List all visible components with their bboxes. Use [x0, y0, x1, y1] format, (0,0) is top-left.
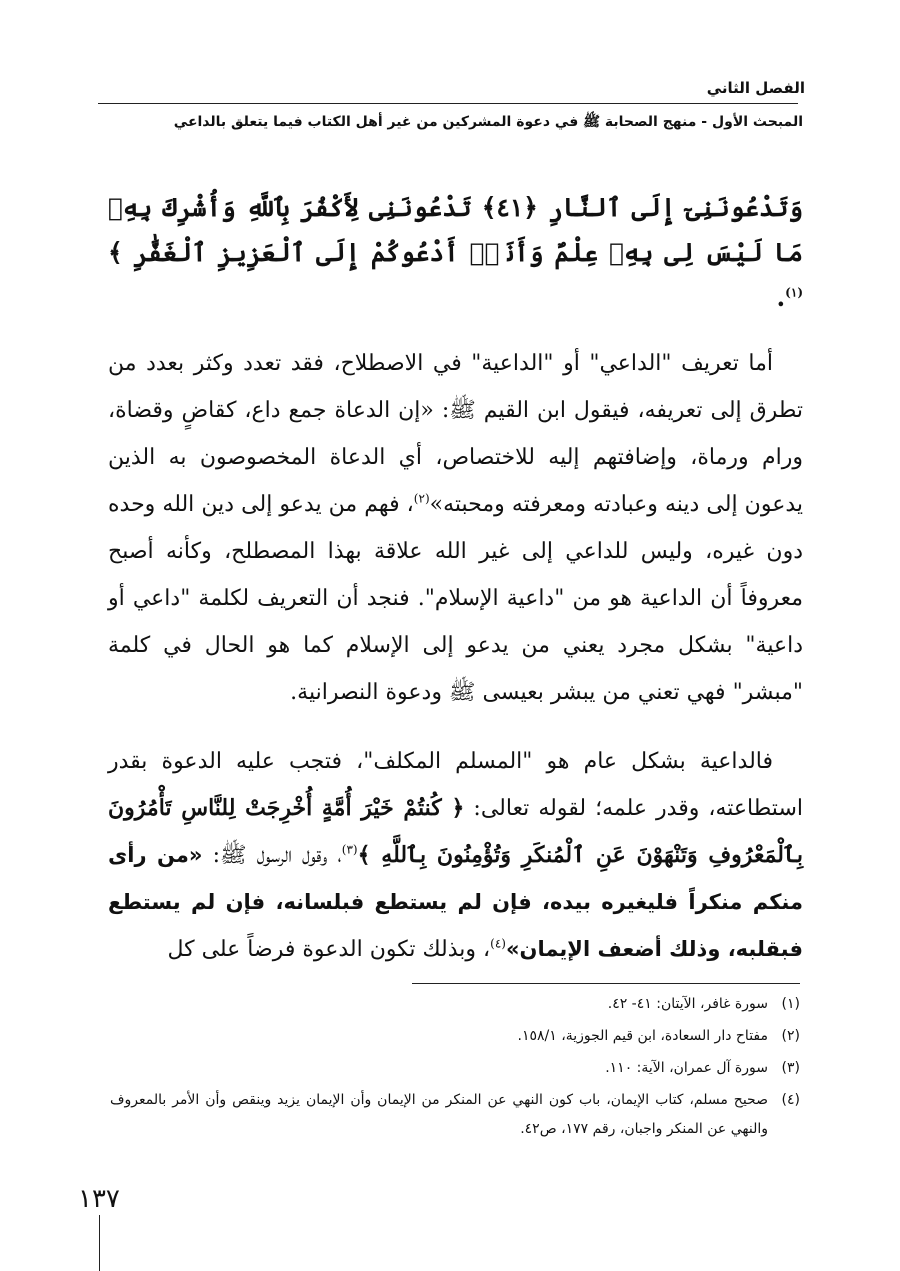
paragraph-definition-rest: ، فهم من يدعو إلى دين الله وحده دون غيره، وليس للداعي إلى غير الله علاقة بهذا المصطلح، وكأنه أصبح معروفاً أن الداعية هو من "داعية الإسلام". فنجد أن التعريف لكلمة "داعي أو داعية" بشكل مجرد يعني من يدعو إلى الإسلام كما هو الحال في كلمة "مبشر" فهي تعني من يبشر بعيسى ﷺ ودعوة النصرانية.: [108, 492, 803, 705]
footnote-number: (١): [781, 996, 800, 1012]
footnote-number: (٢): [781, 1028, 800, 1044]
footnote: [110, 1054, 800, 1083]
footnote-ref-2: (٢): [413, 491, 430, 506]
paragraph-obligation-mid: ، وقول الرسول ﷺ:: [202, 843, 342, 868]
footnote: [110, 1022, 800, 1051]
page-number: ١٣٧: [78, 1184, 120, 1214]
paragraph-obligation: [108, 738, 803, 973]
footnote-text: سورة غافر، الآيتان: ٤١- ٤٢.: [607, 996, 768, 1012]
quran-verse: وَتَدْعُونَنِىٓ إِلَى ٱلنَّارِ ﴿٤١﴾ تَدْعُونَنِى لِأَكْفُرَ بِٱللَّهِ وَأُشْرِكَ بِهِۦ مَا لَيْسَ لِى بِهِۦ عِلْمٌ وَأَنَا۠ أَدْعُوكُمْ إِلَى ٱلْعَزِيزِ ٱلْغَفَّٰرِ ﴾$^{(١)}$.: [108, 193, 803, 312]
section-title: المبحث الأول - منهج الصحابة ﷺ في دعوة المشركين من غير أهل الكتاب فيما يتعلق بالداعي: [173, 114, 803, 130]
footnotes: [110, 990, 800, 1144]
footnote-ref-3: (٣): [341, 842, 358, 857]
footnote-ref-1: (١): [785, 285, 803, 300]
paragraph-definition: [108, 340, 803, 716]
paragraph-definition-text: أما تعريف "الداعي" أو "الداعية" في الاصطلاح، فقد تعدد وكثر بعدد من تطرق إلى تعريفه، فيقول ابن القيم ﷺ: «إن الدعاة جمع داع، كقاضٍ وقضاة، ورام ورماة، وإضافتهم إليه للاختصاص، أي الدعاة المخصوصون به الذين يدعون إلى دينه وعبادته ومعرفته ومحبته»: [108, 351, 803, 517]
footnote-text: صحيح مسلم، كتاب الإيمان، باب كون النهي عن المنكر من الإيمان وأن الإيمان يزيد وينقص وأن الأمر بالمعروف والنهي عن المنكر واجبان، رقم ١٧٧، ص٤٢.: [110, 1092, 768, 1137]
paragraph-obligation-end: ، وبذلك تكون الدعوة فرضاً على كل: [167, 937, 491, 962]
quran-quote: ﴿ كُنتُمْ خَيْرَ أُمَّةٍ أُخْرِجَتْ لِلنَّاسِ تَأْمُرُونَ بِٱلْمَعْرُوفِ وَتَنْهَوْنَ عَنِ ٱلْمُنكَرِ وَتُؤْمِنُونَ بِٱللَّهِ ﴾: [108, 795, 803, 868]
hadith-quote: «من رأى منكم منكراً فليغيره بيده، فإن لم يستطع فبلسانه، فإن لم يستطع فبقلبه، وذلك أضعف الإيمان»: [108, 843, 803, 961]
footnote-number: (٤): [781, 1092, 800, 1108]
page-number-rule: [99, 1215, 100, 1271]
header-divider: [98, 103, 798, 104]
footnote-number: (٣): [781, 1060, 800, 1076]
footnote-text: مفتاح دار السعادة، ابن قيم الجوزية، ١٥٨/١.: [517, 1028, 768, 1044]
paragraph-obligation-start: فالداعية بشكل عام هو "المسلم المكلف"، فتجب عليه الدعوة بقدر استطاعته، وقدر علمه؛ لقوله تعالى:: [108, 749, 803, 821]
footnote: [110, 1086, 800, 1144]
verse-text: وَتَدْعُونَنِىٓ إِلَى ٱلنَّارِ ﴿٤١﴾ تَدْعُونَنِى لِأَكْفُرَ بِٱللَّهِ وَأُشْرِكَ بِهِۦ مَا لَيْسَ لِى بِهِۦ عِلْمٌ وَأَنَا۠ أَدْعُوكُمْ إِلَى ٱلْعَزِيزِ ٱلْغَفَّٰرِ ﴾: [108, 193, 803, 267]
footnote-text: سورة آل عمران، الآية: ١١٠.: [605, 1060, 768, 1076]
footnote-divider: [412, 983, 800, 984]
footnote: [110, 990, 800, 1019]
main-text: [108, 185, 803, 973]
footnote-ref-4: (٤): [490, 936, 506, 951]
chapter-title: الفصل الثاني: [706, 79, 805, 97]
